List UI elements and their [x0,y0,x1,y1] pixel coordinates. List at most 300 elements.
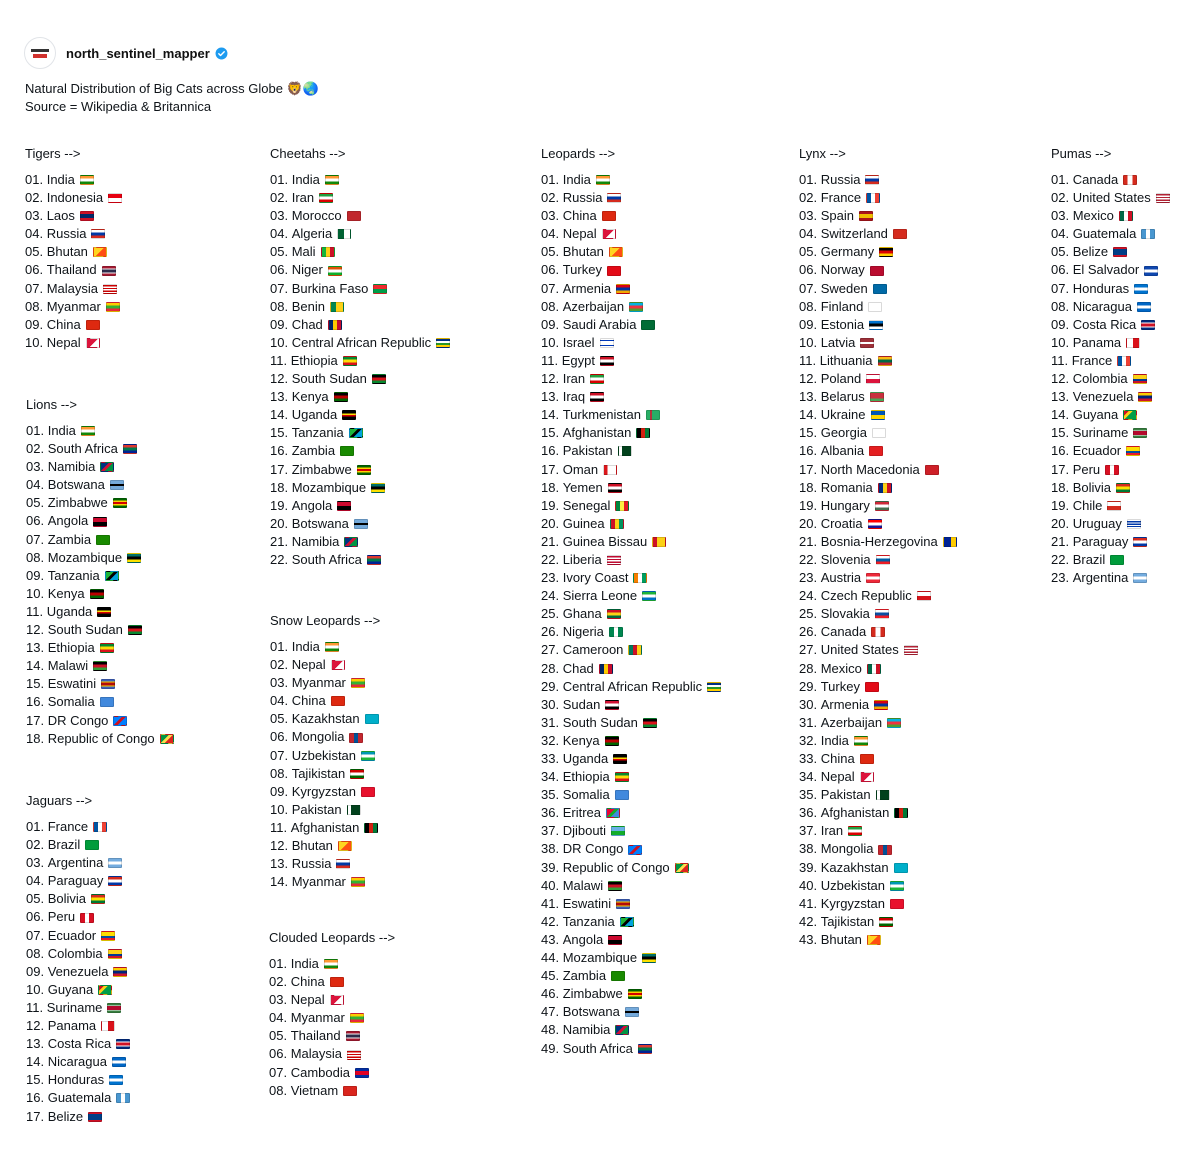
rank-number: 08. [270,765,289,781]
country-flag-icon [590,392,604,402]
country-name: Zambia [291,443,336,459]
rank-number: 22. [270,551,289,567]
country-flag-icon [113,967,127,977]
rank-number: 07. [1051,280,1070,296]
list-item [799,732,957,750]
list-item [1051,261,1170,279]
section-leopards [541,145,721,1058]
country-name: Colombia [1072,371,1128,387]
rank-number: 19. [270,497,289,513]
list-item [270,388,450,406]
country-name: Republic of Congo [47,730,155,746]
rank-number: 02. [26,837,45,853]
country-name: Tajikistan [820,913,875,929]
country-flag-icon [1144,266,1158,276]
list-item [541,840,721,858]
country-flag-icon [603,465,617,475]
list-item [269,973,395,991]
country-flag-icon [613,754,627,764]
country-name: Tanzania [47,567,100,583]
list-item [270,801,380,819]
country-name: Slovenia [820,551,871,567]
list-item [26,818,130,836]
rank-number: 05. [26,891,45,907]
country-name: Central African Republic [291,334,432,350]
list-item [270,280,450,298]
rank-number: 13. [541,389,560,405]
list-item [799,424,957,442]
rank-number: 10. [26,981,45,997]
section-title: Jaguars --> [26,793,93,808]
country-name: India [291,639,320,654]
list-item [270,189,450,207]
rank-number: 01. [25,172,44,187]
country-name: Ghana [562,606,602,622]
country-name: Hungary [820,497,870,513]
country-flag-icon [609,247,623,257]
list-item [541,660,721,678]
list-item [1051,316,1170,334]
rank-number: 08. [1051,298,1070,314]
country-flag-icon [330,977,344,987]
country-name: Benin [291,298,325,314]
rank-number: 17. [541,461,560,477]
rank-number: 12. [541,371,560,387]
country-flag-icon [160,734,174,744]
rank-number: 32. [799,732,818,748]
country-flag-icon [873,284,887,294]
rank-number: 41. [541,895,560,911]
country-flag-icon [894,863,908,873]
country-name: Guyana [1072,407,1119,423]
country-flag-icon [1107,501,1121,511]
rank-number: 07. [269,1064,288,1080]
country-name: Bosnia-Herzegovina [820,533,938,549]
country-name: Bhutan [46,244,88,260]
list-item [270,855,380,873]
country-name: Senegal [562,497,611,513]
list-item [541,497,721,515]
list-item [541,569,721,587]
list-item [26,1017,130,1035]
avatar[interactable] [24,37,56,69]
country-name: Venezuela [1072,389,1134,405]
country-flag-icon [1123,410,1137,420]
list-item [270,515,450,533]
country-flag-icon [128,625,142,635]
country-flag-icon [917,591,931,601]
country-flag-icon [338,841,352,851]
country-flag-icon [103,284,117,294]
country-name: China [290,974,325,990]
country-name: Finland [820,298,864,314]
country-flag-icon [879,247,893,257]
rank-number: 23. [1051,570,1070,586]
country-flag-icon [636,428,650,438]
list-item [799,207,957,225]
country-name: Iran [820,823,844,839]
rank-number: 08. [270,298,289,314]
list-item [799,660,957,678]
country-flag-icon [615,1025,629,1035]
list-item [270,316,450,334]
country-name: Liberia [562,551,602,567]
country-name: Kyrgyzstan [291,783,357,799]
rank-number: 13. [1051,389,1070,405]
country-name: Costa Rica [1072,316,1137,332]
rank-number: 03. [541,208,560,224]
list-item [799,877,957,895]
country-flag-icon [608,935,622,945]
list-item [26,963,130,981]
list-item [26,854,130,872]
country-flag-icon [606,808,620,818]
country-flag-icon [860,338,874,348]
list-item [1051,207,1170,225]
country-flag-icon [609,627,623,637]
country-flag-icon [367,555,381,565]
list-item [26,422,174,440]
country-name: Colombia [47,945,103,961]
rank-number: 06. [269,1046,288,1062]
rank-number: 48. [541,1022,560,1038]
rank-number: 31. [541,714,560,730]
country-flag-icon [102,266,116,276]
rank-number: 18. [26,730,45,746]
country-flag-icon [865,175,879,185]
country-list [26,818,130,1126]
list-item [1051,515,1170,533]
rank-number: 01. [270,172,289,187]
rank-number: 02. [269,974,288,990]
rank-number: 06. [26,909,45,925]
country-name: Suriname [46,999,103,1015]
country-name: Georgia [820,425,867,441]
rank-number: 13. [799,389,818,405]
country-name: Bhutan [562,244,604,260]
rank-number: 25. [541,606,560,622]
country-name: South Africa [291,551,362,567]
country-name: Tajikistan [291,765,346,781]
country-name: Slovakia [820,606,870,622]
rank-number: 45. [541,968,560,984]
country-name: Czech Republic [820,588,912,604]
country-name: Lithuania [819,352,873,368]
country-name: Uganda [291,407,338,423]
list-item [25,171,122,189]
country-name: Bhutan [820,931,862,947]
country-flag-icon [330,302,344,312]
country-flag-icon [608,881,622,891]
section-title: Leopards --> [541,146,616,161]
country-flag-icon [85,840,99,850]
list-item [270,243,450,261]
country-flag-icon [628,645,642,655]
rank-number: 12. [799,371,818,387]
country-name: Pakistan [820,787,871,803]
rank-number: 17. [26,712,45,728]
rank-number: 14. [541,407,560,423]
rank-number: 11. [270,352,288,368]
country-name: India [47,423,76,438]
country-flag-icon [106,302,120,312]
country-flag-icon [605,736,619,746]
country-name: Thailand [290,1028,341,1044]
country-flag-icon [1134,284,1148,294]
rank-number: 13. [270,389,289,405]
country-name: Eswatini [562,895,612,911]
list-item [26,693,174,711]
country-name: Angola [47,513,89,529]
rank-number: 27. [541,642,560,658]
list-item [26,476,174,494]
list-item [799,533,957,551]
list-item [25,207,122,225]
rank-number: 02. [1051,190,1070,206]
list-item [799,171,957,189]
country-name: Iran [291,190,315,206]
country-flag-icon [108,858,122,868]
country-name: South Africa [47,441,118,457]
country-flag-icon [872,428,886,438]
country-flag-icon [602,211,616,221]
rank-number: 23. [541,570,560,586]
list-item [799,714,957,732]
country-flag-icon [870,392,884,402]
country-name: Spain [820,208,854,224]
list-item [26,494,174,512]
country-name: Zimbabwe [291,461,352,477]
list-item [270,656,380,674]
list-item [1051,497,1170,515]
rank-number: 29. [541,678,560,694]
rank-number: 10. [270,801,289,817]
country-flag-icon [870,266,884,276]
country-flag-icon [80,211,94,221]
country-name: Pakistan [562,443,613,459]
country-name: Canada [1072,172,1119,187]
rank-number: 09. [26,963,45,979]
country-name: Guinea [562,515,605,531]
country-flag-icon [347,805,361,815]
rank-number: 14. [799,407,818,423]
country-name: South Sudan [291,371,367,387]
list-item [26,927,130,945]
rank-number: 06. [1051,262,1070,278]
list-item [799,280,957,298]
country-flag-icon [867,664,881,674]
list-item [799,641,957,659]
country-name: Panama [1072,334,1122,350]
rank-number: 11. [26,603,44,619]
list-item [270,710,380,728]
country-name: China [562,208,597,224]
country-flag-icon [869,446,883,456]
country-flag-icon [1133,537,1147,547]
rank-number: 39. [799,859,818,875]
rank-number: 19. [799,497,818,513]
country-list [26,422,174,748]
rank-number: 09. [541,316,560,332]
country-name: Switzerland [820,226,888,242]
rank-number: 03. [26,459,45,475]
country-flag-icon [334,392,348,402]
rank-number: 20. [799,515,818,531]
list-item [1051,243,1170,261]
rank-number: 01. [1051,172,1070,187]
list-item [799,678,957,696]
list-item [269,991,395,1009]
country-name: Vietnam [290,1082,339,1098]
list-item [799,822,957,840]
rank-number: 41. [799,895,818,911]
country-name: Angola [562,931,604,947]
list-item [799,298,957,316]
list-item [799,623,957,641]
list-item [541,1040,721,1058]
rank-number: 26. [541,624,560,640]
list-item [270,461,450,479]
country-flag-icon [642,591,656,601]
country-name: Belize [47,1108,84,1124]
country-name: Nicaragua [47,1054,107,1070]
country-flag-icon [878,483,892,493]
rank-number: 14. [26,658,45,674]
country-list [25,171,122,352]
country-flag-icon [91,229,105,239]
country-flag-icon [878,356,892,366]
rank-number: 24. [541,588,560,604]
country-name: North Macedonia [820,461,920,477]
country-flag-icon [1133,374,1147,384]
rank-number: 21. [1051,533,1070,549]
country-name: Russia [46,226,87,242]
country-name: Oman [562,461,599,477]
rank-number: 07. [270,280,289,296]
list-item [26,585,174,603]
list-item [541,352,721,370]
rank-number: 17. [26,1108,45,1124]
section-title: Cheetahs --> [270,146,346,161]
country-flag-icon [1141,229,1155,239]
country-name: Panama [47,1018,97,1034]
list-item [270,674,380,692]
rank-number: 16. [541,443,560,459]
country-name: Armenia [562,280,612,296]
country-name: Cambodia [290,1064,350,1080]
country-flag-icon [590,374,604,384]
rank-number: 37. [799,823,818,839]
country-name: Kenya [47,585,85,601]
rank-number: 19. [1051,497,1070,513]
list-item [270,819,380,837]
username[interactable]: north_sentinel_mapper [66,45,210,61]
country-flag-icon [93,517,107,527]
country-name: Belarus [820,389,865,405]
section-cheetahs [270,145,450,569]
country-name: Eritrea [562,805,601,821]
country-name: Nicaragua [1072,298,1132,314]
country-flag-icon [342,410,356,420]
country-flag-icon [361,787,375,797]
country-name: Eswatini [47,676,97,692]
country-flag-icon [628,845,642,855]
rank-number: 24. [799,588,818,604]
rank-number: 07. [541,280,560,296]
rank-number: 40. [541,877,560,893]
section-title: Pumas --> [1051,146,1112,161]
list-item [25,225,122,243]
country-name: Botswana [291,515,349,531]
rank-number: 14. [270,874,289,890]
rank-number: 15. [26,676,45,692]
country-name: Botswana [562,1004,620,1020]
country-name: Tanzania [291,425,344,441]
list-item [26,531,174,549]
list-item [541,316,721,334]
country-flag-icon [337,229,351,239]
country-flag-icon [81,426,95,436]
country-name: Uruguay [1072,515,1122,531]
country-name: Argentina [47,855,104,871]
rank-number: 16. [1051,443,1070,459]
country-name: Uganda [46,603,93,619]
rank-number: 34. [799,769,818,785]
country-name: South Africa [562,1040,633,1056]
country-flag-icon [1126,338,1140,348]
country-flag-icon [355,1068,369,1078]
country-flag-icon [337,501,351,511]
country-flag-icon [97,607,111,617]
rank-number: 16. [26,1090,45,1106]
list-item [26,1071,130,1089]
rank-number: 05. [799,244,818,260]
country-flag-icon [868,519,882,529]
list-item [541,406,721,424]
list-item [26,1053,130,1071]
rank-number: 17. [799,461,818,477]
country-name: Zambia [562,968,607,984]
country-flag-icon [875,609,889,619]
list-item [799,442,957,460]
section-title: Lions --> [26,397,77,412]
list-item [1051,533,1170,551]
country-flag-icon [349,733,363,743]
rank-number: 08. [25,298,44,314]
country-name: Kazakhstan [291,711,360,727]
country-flag-icon [100,462,114,472]
list-item [541,442,721,460]
list-item [270,225,450,243]
country-flag-icon [629,302,643,312]
rank-number: 08. [799,298,818,314]
rank-number: 31. [799,714,818,730]
list-item [799,497,957,515]
country-name: Mongolia [291,729,345,745]
list-item [26,657,174,675]
section-title: Clouded Leopards --> [269,930,396,945]
country-flag-icon [351,678,365,688]
country-flag-icon [88,1112,102,1122]
country-flag-icon [611,971,625,981]
country-flag-icon [1123,175,1137,185]
country-flag-icon [86,320,100,330]
list-item [26,999,130,1017]
rank-number: 22. [541,551,560,567]
country-flag-icon [361,751,375,761]
country-name: Mozambique [47,549,123,565]
list-item [541,515,721,533]
